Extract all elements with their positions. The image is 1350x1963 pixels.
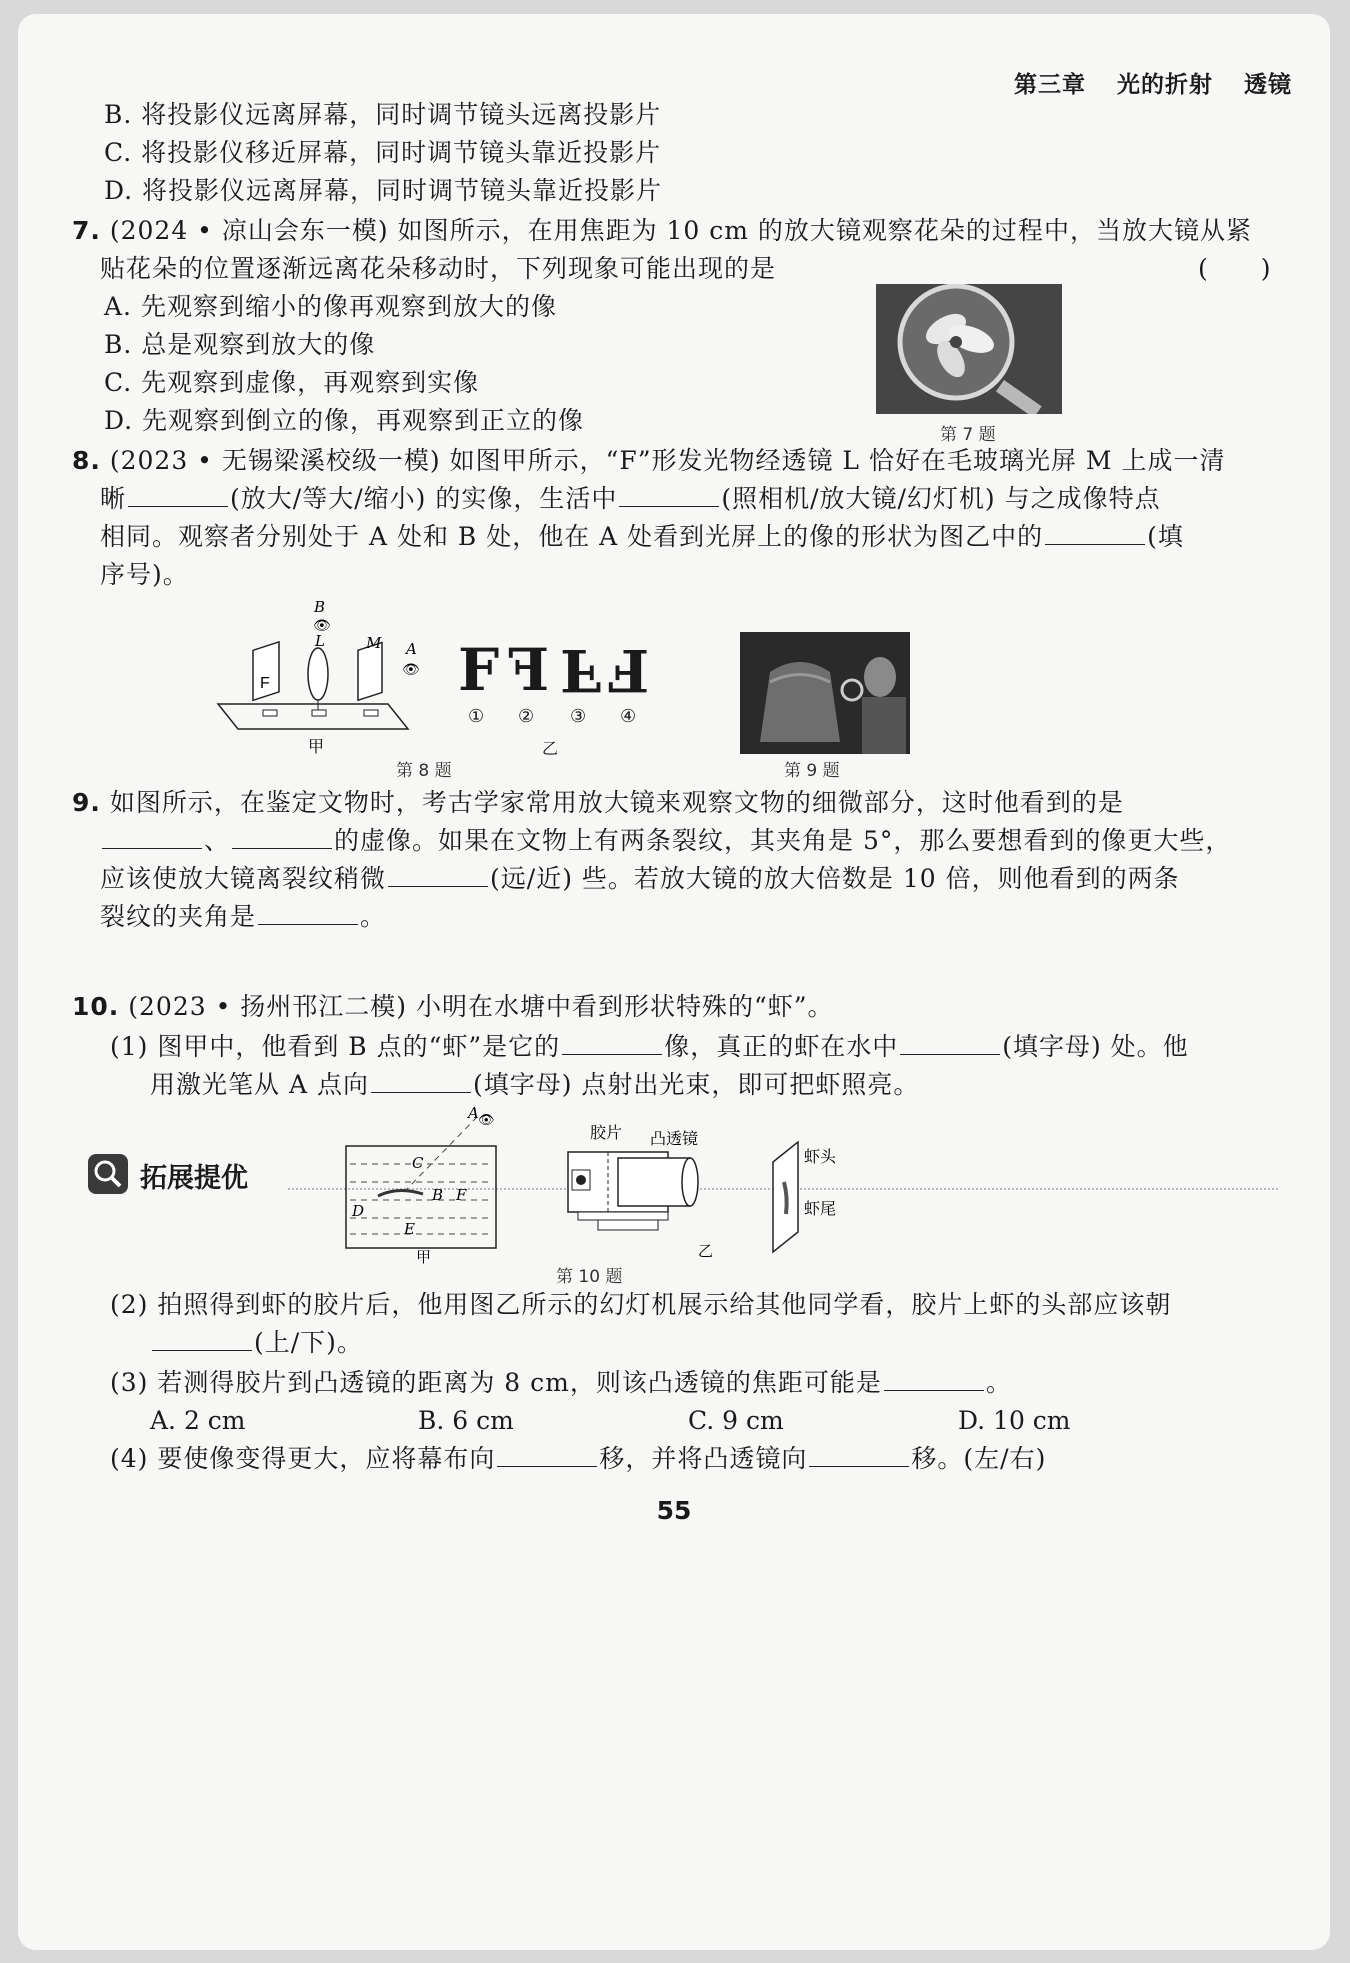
fig-label-l: L	[315, 632, 325, 650]
magnifier-icon	[88, 1154, 128, 1194]
q10-text-p3b: 。	[985, 1368, 1012, 1397]
fig10-label-yi: 乙	[698, 1242, 714, 1260]
q10-figure-jia	[338, 1104, 508, 1264]
f-variant-2: F	[508, 636, 550, 704]
q9-caption: 第 9 题	[784, 761, 840, 781]
q10-caption: 第 10 题	[556, 1267, 623, 1287]
q9-text-3b: (远/近) 些。若放大镜的放大倍数是 10 倍，则他看到的两条	[490, 864, 1180, 893]
q10-blank-3[interactable]	[371, 1070, 471, 1093]
q8-text-1: (2023 • 无锡梁溪校级一模) 如图甲所示，“F”形发光物经透镜 L 恰好在毛玻璃光屏 M 上成一清	[109, 446, 1226, 475]
q8-blank-2[interactable]	[619, 484, 719, 507]
q7-stem-line2: 贴花朵的位置逐渐远离花朵移动时，下列现象可能出现的是	[100, 254, 777, 283]
chapter-label: 第三章	[1013, 72, 1086, 98]
fig10-label-jia: 甲	[416, 1248, 432, 1264]
q7-stem-line1	[72, 214, 1252, 248]
q7-number: 7.	[72, 216, 101, 245]
section-title: 拓展提优	[140, 1163, 248, 1194]
q10-text-p1a: (1) 图甲中，他看到 B 点的“虾”是它的	[110, 1032, 561, 1061]
q7-option-a: A. 先观察到缩小的像再观察到放大的像	[104, 292, 557, 321]
chapter-title: 光的折射	[1116, 72, 1213, 98]
q9-archaeologist-photo	[740, 632, 910, 754]
q10-text-p1d: 用激光笔从 A 点向	[150, 1070, 369, 1099]
q8-text-3b: (填	[1147, 522, 1184, 551]
q10-text-p2b: (上/下)。	[254, 1328, 363, 1357]
q7-option-c: C. 先观察到虚像，再观察到实像	[104, 368, 480, 397]
f-variant-4: F	[608, 636, 650, 704]
fig-label-yi: 乙	[542, 739, 559, 758]
q9-stem-line3	[100, 862, 1180, 896]
q7-option-b: B. 总是观察到放大的像	[104, 330, 376, 359]
q9-blank-1[interactable]	[102, 826, 202, 849]
q8-caption: 第 8 题	[396, 761, 452, 781]
q8-text-2a: 晰	[100, 484, 127, 513]
q10-part4-line1	[110, 1442, 1046, 1476]
chapter-subtitle: 透镜	[1244, 72, 1292, 98]
page-number: 55	[656, 1496, 692, 1525]
q8-text-3a: 相同。观察者分别处于 A 处和 B 处，他在 A 处看到光屏上的像的形状为图乙中的	[100, 522, 1044, 551]
q10-text-p4b: 移，并将凸透镜向	[599, 1444, 808, 1473]
f-variant-1: F	[458, 636, 500, 704]
fig10-label-f: F	[456, 1186, 467, 1204]
fig10-label-d: D	[352, 1202, 365, 1220]
q7-caption: 第 7 题	[940, 425, 996, 445]
q8-stem-line4: 序号)。	[100, 560, 189, 589]
archaeologist-photo-art	[740, 632, 910, 754]
q10-text-p1b: 像，真正的虾在水中	[664, 1032, 899, 1061]
q9-text-4b: 。	[360, 902, 387, 931]
q10-blank-5[interactable]	[884, 1368, 984, 1391]
circled-4: ④	[620, 706, 637, 727]
q7-option-d: D. 先观察到倒立的像，再观察到正立的像	[104, 406, 585, 435]
q8-stem-line3	[100, 520, 1184, 554]
q9-text-2a: 、	[204, 826, 231, 855]
q10-text-p1e: (填字母) 点射出光束，即可把虾照亮。	[472, 1070, 920, 1099]
fig10-label-tail: 虾尾	[804, 1201, 837, 1218]
q10-blank-1[interactable]	[562, 1032, 662, 1055]
q10-part1-line1	[110, 1030, 1189, 1064]
q9-text-1: 如图所示，在鉴定文物时，考古学家常用放大镜来观察文物的细微部分，这时他看到的是	[109, 788, 1124, 817]
eye-icon-a: 👁	[402, 662, 420, 678]
circled-2: ②	[518, 706, 535, 727]
q10-text-p4a: (4) 要使像变得更大，应将幕布向	[110, 1444, 496, 1473]
fig10-label-film: 胶片	[590, 1125, 623, 1142]
fig-label-f: F	[260, 675, 270, 692]
fig10-label-e: E	[404, 1220, 415, 1238]
q10-part3-option-d: D. 10 cm	[958, 1406, 1071, 1435]
q8-figure-jia	[208, 594, 428, 754]
q10-blank-6[interactable]	[497, 1444, 597, 1467]
q6-option-d: D. 将投影仪远离屏幕，同时调节镜头靠近投影片	[104, 176, 663, 205]
flower-photo-art	[876, 284, 1062, 414]
fig10-label-b: B	[432, 1186, 444, 1204]
q9-text-2b: 的虚像。如果在文物上有两条裂纹，其夹角是 5°，那么要想看到的像更大些，	[334, 826, 1232, 855]
q10-number: 10.	[72, 992, 120, 1021]
q10-part2-line2	[150, 1326, 363, 1360]
q9-blank-3[interactable]	[388, 864, 488, 887]
q9-stem-line1	[72, 786, 1124, 820]
q8-number: 8.	[72, 446, 101, 475]
q8-stem-line2	[100, 482, 1161, 516]
fig-label-b: B	[314, 598, 326, 616]
circled-3: ③	[570, 706, 587, 727]
q10-blank-7[interactable]	[809, 1444, 909, 1467]
f-variant-3: F	[560, 636, 602, 704]
fig-label-m: M	[366, 634, 382, 652]
q10-stem-line1	[72, 990, 834, 1024]
fig10-label-c: C	[412, 1154, 424, 1172]
q9-stem-line4	[100, 900, 386, 934]
chapter-header	[1014, 66, 1292, 99]
q7-text-1: (2024 • 凉山会东一模) 如图所示，在用焦距为 10 cm 的放大镜观察花朵的过程中，当放大镜从紧	[109, 216, 1252, 245]
q10-part2-line1: (2) 拍照得到虾的胶片后，他用图乙所示的幻灯机展示给其他同学看，胶片上虾的头部应该朝	[110, 1290, 1172, 1319]
q8-blank-1[interactable]	[128, 484, 228, 507]
q9-text-4a: 裂纹的夹角是	[100, 902, 257, 931]
q9-stem-line2	[100, 824, 1231, 858]
q8-blank-3[interactable]	[1045, 522, 1145, 545]
q8-text-2b: (放大/等大/缩小) 的实像，生活中	[230, 484, 618, 513]
q6-option-c: C. 将投影仪移近屏幕，同时调节镜头靠近投影片	[104, 138, 662, 167]
q10-part3-option-a: A. 2 cm	[150, 1406, 246, 1435]
q6-option-b: B. 将投影仪远离屏幕，同时调节镜头远离投影片	[104, 100, 662, 129]
q7-answer-paren: ( )	[1198, 254, 1272, 283]
eye-icon-b: 👁	[313, 618, 331, 634]
circled-1: ①	[468, 706, 485, 727]
q8-stem-line1	[72, 444, 1225, 478]
q10-figure-yi	[548, 1122, 1048, 1262]
workbook-page	[18, 14, 1330, 1950]
fig-label-a: A	[406, 640, 417, 658]
q10-text-p4c: 移。(左/右)	[911, 1444, 1047, 1473]
q10-part3-line1	[110, 1366, 1012, 1400]
q9-blank-2[interactable]	[232, 826, 332, 849]
fig-label-jia: 甲	[308, 737, 325, 754]
q10-blank-2[interactable]	[900, 1032, 1000, 1055]
q8-figure-yi	[458, 636, 648, 756]
q9-text-3a: 应该使放大镜离裂纹稍微	[100, 864, 387, 893]
fig10-label-head: 虾头	[804, 1149, 837, 1166]
q10-text-p3a: (3) 若测得胶片到凸透镜的距离为 8 cm，则该凸透镜的焦距可能是	[110, 1368, 882, 1397]
q9-blank-4[interactable]	[258, 902, 358, 925]
q10-part3-option-c: C. 9 cm	[688, 1406, 784, 1435]
q10-part3-option-b: B. 6 cm	[418, 1406, 514, 1435]
q7-magnifier-flower-photo	[876, 284, 1062, 414]
q8-text-2c: (照相机/放大镜/幻灯机) 与之成像特点	[721, 484, 1161, 513]
q10-part1-line2	[150, 1068, 919, 1102]
fig10-label-lens: 凸透镜	[650, 1131, 699, 1148]
fig10-label-a: A	[468, 1104, 479, 1122]
q10-blank-4[interactable]	[152, 1328, 252, 1351]
q10-text-1: (2023 • 扬州邗江二模) 小明在水塘中看到形状特殊的“虾”。	[128, 992, 834, 1021]
q9-number: 9.	[72, 788, 101, 817]
eye-icon-10a: 👁	[478, 1113, 495, 1128]
q10-text-p1c: (填字母) 处。他	[1002, 1032, 1189, 1061]
